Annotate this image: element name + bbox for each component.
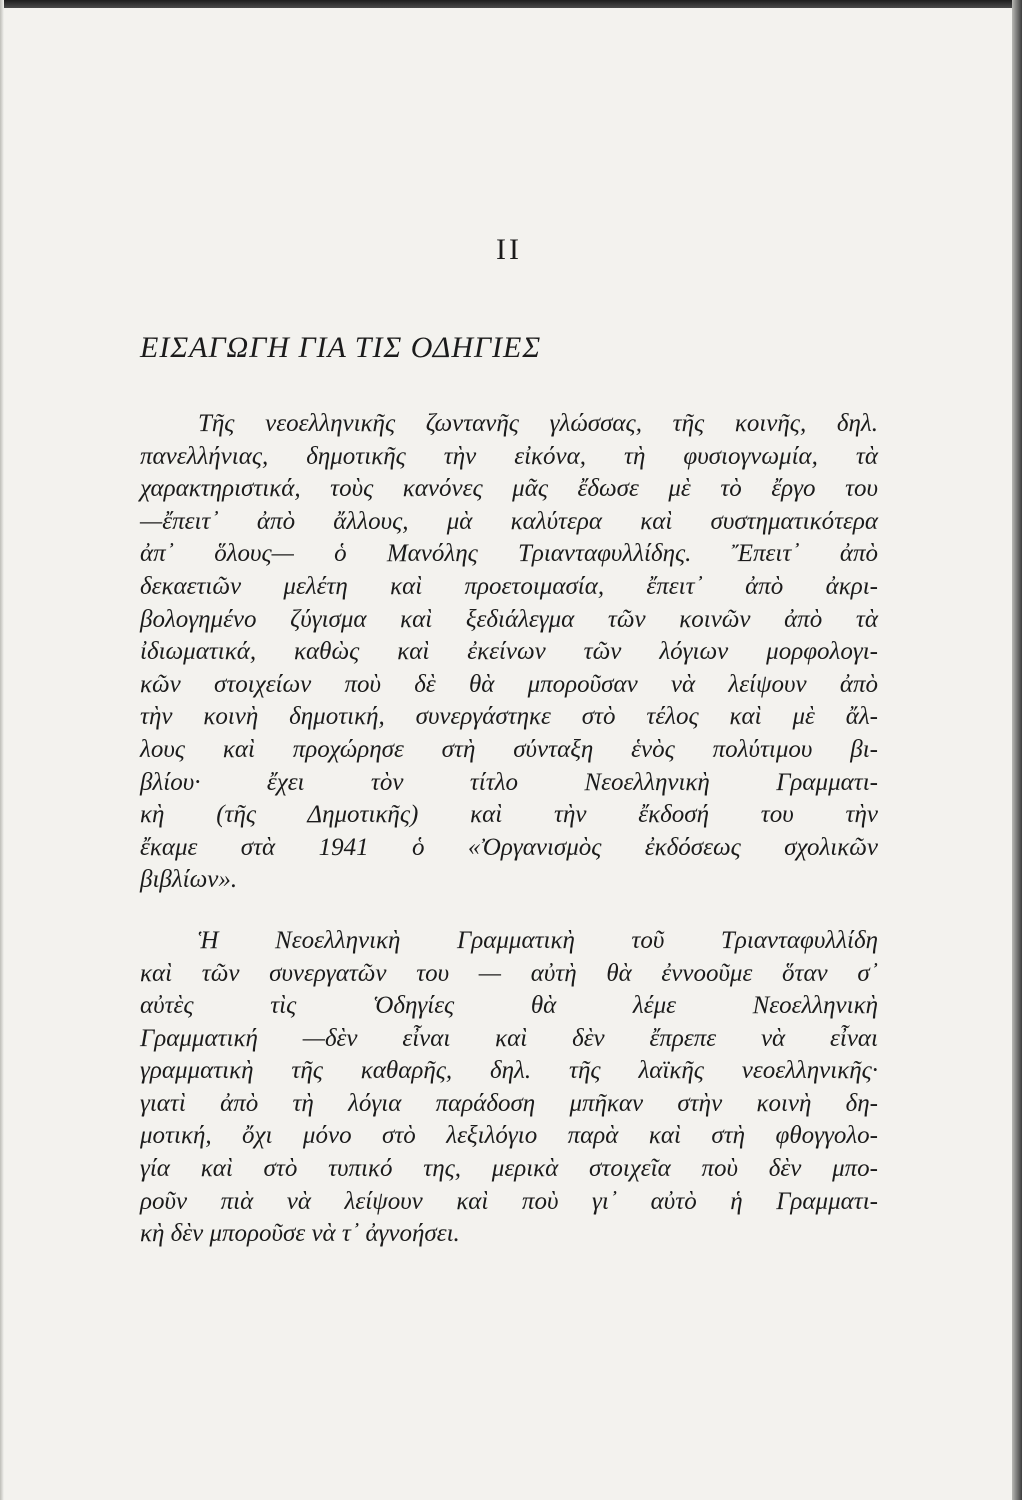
text-line: γραμματικὴ τῆς καθαρῆς, δηλ. τῆς λαϊκῆς νεοελληνικῆς· (140, 1057, 878, 1085)
text-line: λους καὶ προχώρησε στὴ σύνταξη ἑνὸς πολύτιμου βι- (140, 735, 878, 763)
text-line: —ἔπειτ᾽ ἀπὸ ἄλλους, μὰ καλύτερα καὶ συστηματικότερα (140, 507, 878, 535)
text-line: γία καὶ στὸ τυπικό της, μερικὰ στοιχεῖα ποὺ δὲν μπο- (140, 1155, 878, 1183)
text-line: ἀπ᾽ ὅλους— ὁ Μανόλης Τριανταφυλλίδης. Ἔπειτ᾽ ἀπὸ (140, 540, 878, 568)
scan-edge-top (0, 0, 1022, 8)
text-line: βολογημένο ζύγισμα καὶ ξεδιάλεγμα τῶν κοινῶν ἀπὸ τὰ (140, 605, 878, 633)
text-line: Γραμματική —δὲν εἶναι καὶ δὲν ἔπρεπε νὰ εἶναι (140, 1024, 878, 1052)
text-line: αὐτὲς τὶς Ὁδηγίες θὰ λέμε Νεοελληνικὴ (140, 992, 878, 1020)
text-line: γιατὶ ἀπὸ τὴ λόγια παράδοση μπῆκαν στὴν κοινὴ δη- (140, 1089, 878, 1117)
text-line: χαρακτηριστικά, τοὺς κανόνες μᾶς ἔδωσε μὲ τὸ ἔργο του (140, 475, 878, 503)
text-line: κῶν στοιχείων ποὺ δὲ θὰ μποροῦσαν νὰ λείψουν ἀπὸ (140, 670, 878, 698)
chapter-number: II (496, 233, 522, 266)
text-line: βιβλίων». (140, 866, 238, 894)
text-line: ἔκαμε στὰ 1941 ὁ «Ὀργανισμὸς ἐκδόσεως σχολικῶν (140, 833, 878, 861)
text-block (140, 230, 878, 1251)
scan-edge-left (0, 0, 4, 1500)
text-line: ἰδιωματικά, καθὼς καὶ ἐκείνων τῶν λόγιων μορφολογι- (140, 638, 878, 666)
paragraph-1 (140, 408, 878, 897)
text-line: κὴ δὲν μποροῦσε νὰ τ᾽ ἀγνοήσει. (140, 1220, 460, 1248)
scan-edge-right (1012, 0, 1022, 1500)
text-line: τὴν κοινὴ δημοτική, συνεργάστηκε στὸ τέλος καὶ μὲ ἄλ- (140, 703, 878, 731)
text-line: ροῦν πιὰ νὰ λείψουν καὶ ποὺ γι᾽ αὐτὸ ἡ Γραμματι- (140, 1187, 878, 1215)
text-line: βλίου· ἔχει τὸν τίτλο Νεοελληνικὴ Γραμματι- (140, 768, 878, 796)
text-line: καὶ τῶν συνεργατῶν του — αὐτὴ θὰ ἐννοοῦμε ὅταν σ᾽ (140, 959, 878, 987)
text-line: Τῆς νεοελληνικῆς ζωντανῆς γλώσσας, τῆς κοινῆς, δηλ. (198, 410, 878, 437)
paragraph-2 (140, 925, 878, 1251)
text-line: πανελλήνιας, δημοτικῆς τὴν εἰκόνα, τὴ φυσιογνωμία, τὰ (140, 442, 878, 470)
text-line: δεκαετιῶν μελέτη καὶ προετοιμασία, ἔπειτ᾽ ἀπὸ ἀκρι- (140, 572, 878, 600)
text-line: Ἡ Νεοελληνικὴ Γραμματικὴ τοῦ Τριανταφυλλίδη (198, 926, 878, 954)
chapter-title: ΕΙΣΑΓΩΓΗ ΓΙΑ ΤΙΣ ΟΔΗΓΙΕΣ (140, 331, 542, 364)
text-line: κὴ (τῆς Δημοτικῆς) καὶ τὴν ἔκδοσή του τὴν (140, 801, 878, 829)
text-line: μοτική, ὄχι μόνο στὸ λεξιλόγιο παρὰ καὶ στὴ φθογγολο- (140, 1122, 878, 1150)
